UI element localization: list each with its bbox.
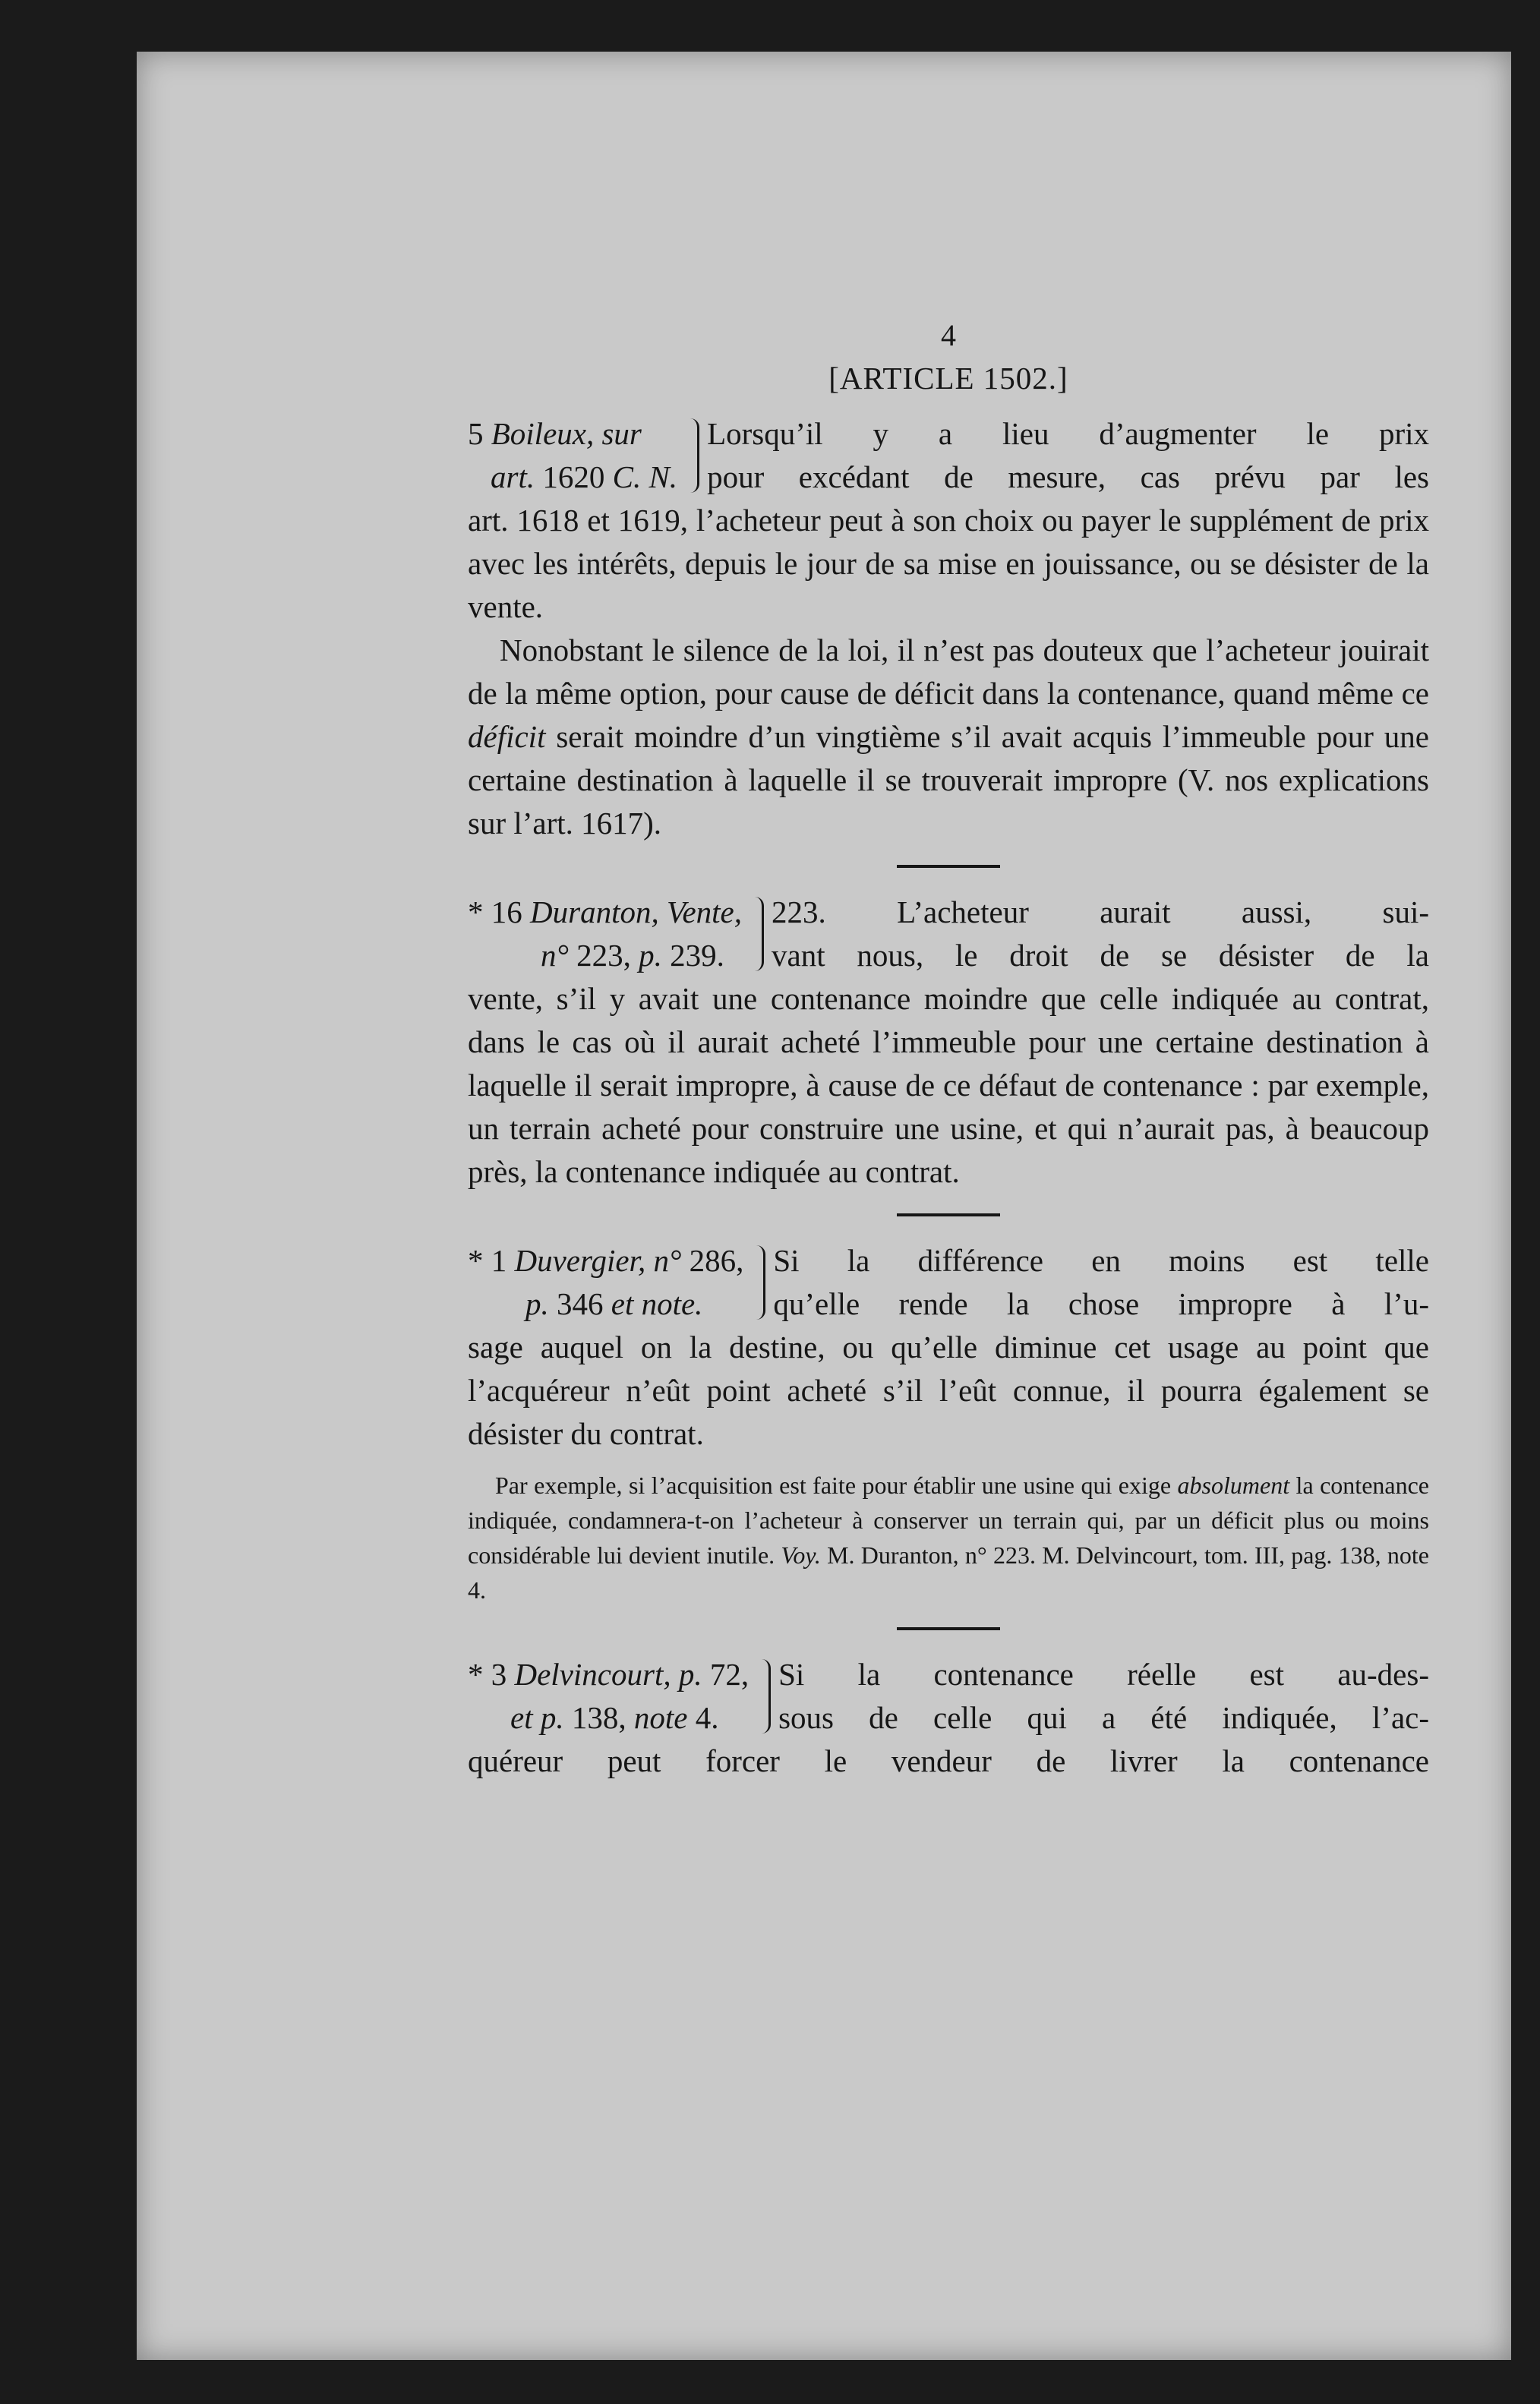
section-divider <box>897 865 1000 868</box>
entry-body: sage auquel on la destine, ou qu’elle diminue cet usage au point que l’acquéreur n’eût point acheté s’il l’eût connue, il pourra également se désister du contrat. <box>468 1330 1429 1451</box>
brace-icon <box>755 1659 771 1734</box>
entry-body: quéreur peut forcer le vendeur de livrer la contenance <box>468 1743 1429 1778</box>
entry-head <box>468 412 1429 499</box>
reference-citation: * 1 Duvergier, n° 286, p. 346 et note. <box>468 1243 744 1321</box>
page-number: 4 <box>941 318 956 352</box>
section-divider <box>897 1627 1000 1630</box>
page-content <box>468 319 1429 1783</box>
reference-citation: 5 Boileux, sur art. 1620 C. N. <box>468 416 678 494</box>
article-heading: [ARTICLE 1502.] <box>828 361 1068 396</box>
entry-head <box>468 1653 1429 1740</box>
brace-icon <box>748 897 764 971</box>
reference-citation: * 16 Duranton, Vente, n° 223, p. 239. <box>468 894 742 973</box>
entry-opening-text: Lorsqu’il y a lieu d’augmenter le prix pour excédant de mesure, cas prévu par les <box>707 416 1429 494</box>
entry-body: vente, s’il y avait une contenance moindre que celle indiquée au contrat, dans le cas où il aurait acheté l’immeuble pour une certaine destination à laquelle il serait impropre, à cause de ce défaut de contenance : par exemple, un terrain acheté pour construire une usine, et qui n’aurait pas, à beaucoup près, la contenance indiquée au contrat. <box>468 981 1429 1189</box>
footnote-paragraph: Par exemple, si l’acquisition est faite pour établir une usine qui exige absolument la contenance indiquée, condamnera-t-on l’acheteur à conserver un terrain qui, par un déficit plus ou moins considérable lui devient inutile. Voy. M. Duranton, n° 223. M. Delvincourt, tom. III, pag. 138, note 4. <box>468 1472 1430 1604</box>
section-divider <box>897 1213 1000 1216</box>
entry-head <box>468 1239 1429 1326</box>
entry-boileux <box>468 412 1429 845</box>
entry-head <box>468 891 1429 977</box>
entry-opening-text: Si la contenance réelle est au-des- sous de celle qui a été indiquée, l’ac- <box>778 1657 1429 1735</box>
entry-opening-text: Si la différence en moins est telle qu’elle rende la chose impropre à l’u- <box>773 1243 1429 1321</box>
entry-duvergier <box>468 1239 1429 1607</box>
entry-delvincourt <box>468 1653 1429 1783</box>
entry-opening-text: 223. L’acheteur aurait aussi, sui- vant nous, le droit de se désister de la <box>772 894 1429 973</box>
entry-duranton <box>468 891 1429 1194</box>
entry-paragraph: Nonobstant le silence de la loi, il n’est pas douteux que l’acheteur jouirait de la même option, pour cause de déficit dans la contenance, quand même ce déficit serait moindre d’un vingtième s’il avait acquis l’immeuble pour une certaine destination à laquelle il se trouverait impropre (V. nos explications sur l’art. 1617). <box>468 633 1429 841</box>
brace-icon <box>749 1245 765 1320</box>
entry-body: art. 1618 et 1619, l’acheteur peut à son choix ou payer le supplément de prix avec les intérêts, depuis le jour de sa mise en jouissance, ou se désister de la vente. <box>468 503 1429 624</box>
reference-citation: * 3 Delvincourt, p. 72, et p. 138, note 4. <box>468 1657 749 1735</box>
brace-icon <box>683 418 699 493</box>
